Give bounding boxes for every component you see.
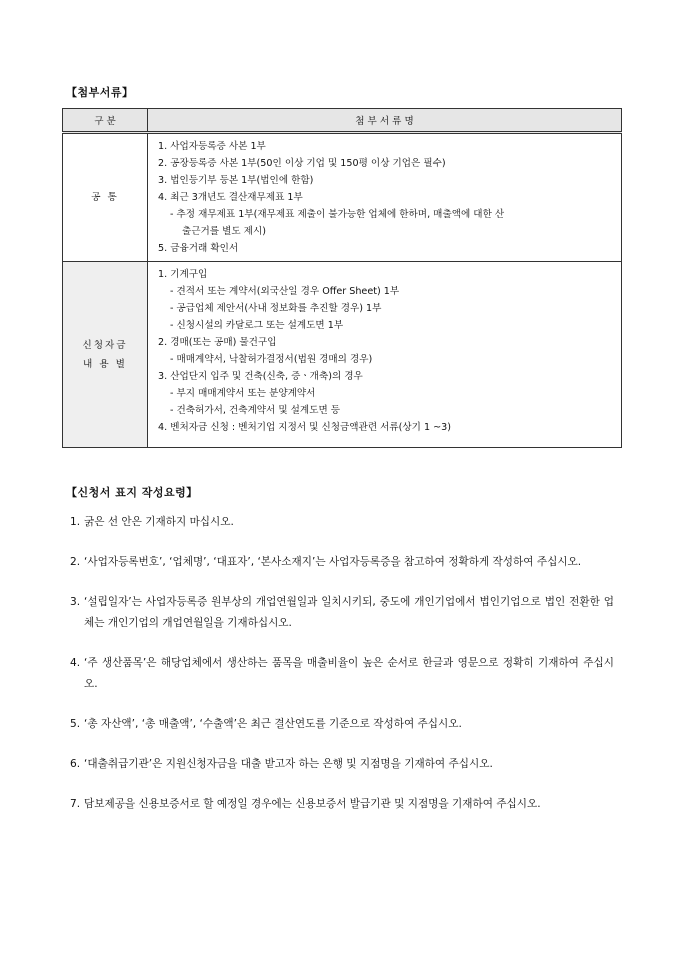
guide-item-text: 굵은 선 안은 기재하지 마십시오. bbox=[84, 516, 234, 528]
table-row-fund-purpose bbox=[63, 262, 622, 448]
guide-item bbox=[70, 794, 614, 815]
guide-item-text: ‘설립일자’는 사업자등록증 원부상의 개업연월일과 일치시키되, 중도에 개인기업에서 법인기업으로 법인 전환한 업체는 개인기업의 개업연월일을 기재하십시오. bbox=[84, 596, 614, 629]
list-sub-item: - 추정 재무제표 1부(재무제표 제출이 불가능한 업체에 한하며, 매출액에 대한 산 bbox=[170, 209, 505, 220]
category-cell-fund-purpose bbox=[63, 262, 148, 448]
guide-item-text: ‘대출취급기관’은 지원신청자금을 대출 받고자 하는 은행 및 지점명을 기재하여 주십시오. bbox=[84, 758, 493, 770]
list-sub-item: - 부지 매매계약서 또는 분양계약서 bbox=[170, 388, 316, 399]
category-label: 공 통 bbox=[91, 192, 119, 203]
attachments-section-title: 【첨부서류】 bbox=[66, 86, 134, 99]
header-category: 구 분 bbox=[63, 109, 148, 133]
table-row-common bbox=[63, 133, 622, 262]
attachments-table bbox=[62, 108, 622, 448]
guide-item-text: 담보제공을 신용보증서로 할 예정일 경우에는 신용보증서 발급기관 및 지점명을 기재하여 주십시오. bbox=[84, 798, 541, 810]
guide-item-number: 5. bbox=[70, 718, 81, 730]
guide-item-text: ‘총 자산액’, ‘총 매출액’, ‘수출액’은 최근 결산연도를 기준으로 작성하여 주십시오. bbox=[84, 718, 462, 730]
guide-item bbox=[70, 754, 614, 775]
items-cell-common bbox=[148, 133, 622, 262]
list-sub-item: - 건축허가서, 건축계약서 및 설계도면 등 bbox=[170, 405, 341, 416]
guide-item-text: ‘주 생산품목’은 해당업체에서 생산하는 품목을 매출비율이 높은 순서로 한글과 영문으로 정확히 기재하여 주십시오. bbox=[84, 657, 614, 690]
list-sub-item: - 공급업체 제안서(사내 정보화를 추진할 경우) 1부 bbox=[170, 303, 382, 314]
list-item: 1. 기계구입 bbox=[158, 269, 208, 280]
list-item: 3. 산업단지 입주 및 건축(신축, 증ㆍ개축)의 경우 bbox=[158, 371, 363, 382]
list-item: 1. 사업자등록증 사본 1부 bbox=[158, 141, 266, 152]
list-item: 4. 벤처자금 신청 : 벤처기업 지정서 및 신청금액관련 서류(상기 1 ~3) bbox=[158, 422, 452, 433]
table-header-row bbox=[63, 109, 622, 133]
guide-list bbox=[70, 512, 614, 834]
list-sub-item: - 신청시설의 카달로그 또는 설계도면 1부 bbox=[170, 320, 344, 331]
items-cell-fund-purpose bbox=[148, 262, 622, 448]
guide-item-number: 3. bbox=[70, 596, 81, 608]
guide-item bbox=[70, 714, 614, 735]
guide-item bbox=[70, 512, 614, 533]
guide-item-number: 2. bbox=[70, 556, 81, 568]
guide-item-text: ‘사업자등록번호’, ‘업체명’, ‘대표자’, ‘본사소재지’는 사업자등록증을 참고하여 정확하게 작성하여 주십시오. bbox=[84, 556, 582, 568]
guide-item bbox=[70, 653, 614, 695]
category-cell-common bbox=[63, 133, 148, 262]
guide-item-number: 7. bbox=[70, 798, 81, 810]
header-document-names: 첨 부 서 류 명 bbox=[148, 109, 622, 133]
guide-section-title: 【신청서 표지 작성요령】 bbox=[66, 486, 198, 499]
guide-item bbox=[70, 552, 614, 573]
guide-item-number: 4. bbox=[70, 657, 81, 669]
list-item: 2. 공장등록증 사본 1부(50인 이상 기업 및 150평 이상 기업은 필수) bbox=[158, 158, 446, 169]
category-label: 내 용 별 bbox=[83, 358, 127, 370]
list-item: 4. 최근 3개년도 결산재무제표 1부 bbox=[158, 192, 303, 203]
category-label: 신청자금 bbox=[82, 339, 128, 351]
list-sub-item: - 매매계약서, 낙찰허가결정서(법원 경매의 경우) bbox=[170, 354, 373, 365]
list-item: 3. 법인등기부 등본 1부(법인에 한함) bbox=[158, 175, 314, 186]
guide-item bbox=[70, 592, 614, 634]
list-item: 2. 경매(또는 공매) 물건구입 bbox=[158, 337, 277, 348]
guide-item-number: 1. bbox=[70, 516, 81, 528]
list-sub-item-continued: 출근거를 별도 제시) bbox=[182, 226, 266, 237]
list-item: 5. 금융거래 확인서 bbox=[158, 243, 239, 254]
guide-item-number: 6. bbox=[70, 758, 81, 770]
list-sub-item: - 견적서 또는 계약서(외국산일 경우 Offer Sheet) 1부 bbox=[170, 286, 400, 297]
